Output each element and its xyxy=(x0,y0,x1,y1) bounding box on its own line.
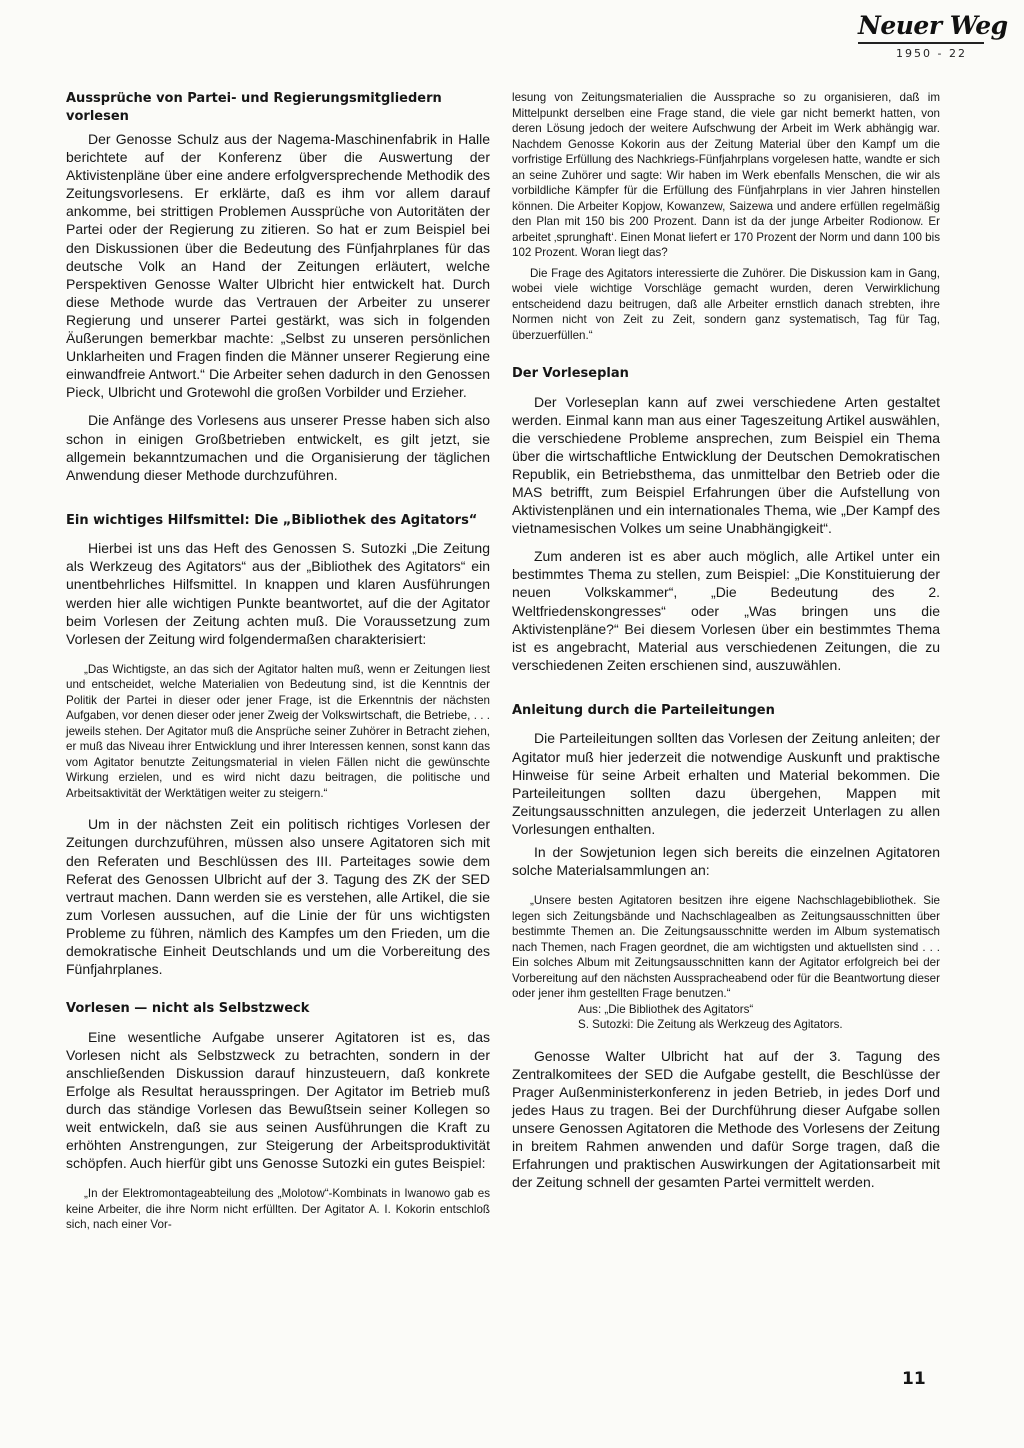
page-number: 11 xyxy=(902,1369,926,1389)
masthead-rule xyxy=(858,42,984,44)
section-heading-party-guidance: Anleitung durch die Parteileitungen xyxy=(512,702,775,718)
paragraph: Die Parteileitungen sollten das Vorlesen der Zeitung anleiten; der Agitator muß hier jederzeit die notwendige Auskunft und praktische Hinweise für seine Arbeit erhalten und Material bekommen. Die Parteileitungen sollten dazu übergehen, Mappen mit Zeitungsausschnitten anzulegen, die jederzeit Unterlagen zu allen Vorlesungen enthalten. xyxy=(512,730,940,837)
section-heading-not-end-in-itself: Vorlesen — nicht als Selbstzweck xyxy=(66,1001,310,1017)
block-quote-continued: Die Frage des Agitators interessierte die Zuhörer. Die Diskussion kam in Gang, wobei viele wichtige Vorschläge gemacht wurden, deren Verwirklichung entscheidend dazu beitrugen, daß alle Arbeiter ernstlich danach strebten, ihre Normen nicht von Zeit zu Zeit, sondern ganz systematisch, Tag für Tag, überzuerfüllen.“ xyxy=(512,266,940,342)
masthead xyxy=(858,10,1008,60)
paragraph: Eine wesentliche Aufgabe unserer Agitatoren ist es, das Vorlesen nicht als Selbstzweck zu betrachten, sondern in der anschließenden Diskussion darauf hinzusteuern, daß konkrete Erfolge als Resultat herausspringen. Der Agitator im Betrieb muß durch das ständige Vorlesen das Bewußtsein seiner Kollegen so weit entwickeln, daß sie aus seinen Ausführungen die Kraft zu erhöhten Anstrengungen, zur Steigerung der Arbeitsproduktivität schöpfen. Auch hierfür gibt uns Genosse Sutozki ein gutes Beispiel: xyxy=(66,1028,490,1172)
block-quote: „Unsere besten Agitatoren besitzen ihre eigene Nachschlagebibliothek. Sie legen sich Zeitungsbände und Nachschlagealben as Zeitungsausschnitten über bestimmte Themen an. Die Zeitungsausschnitte werden im Album systematisch nach Themen, nach Fragen geordnet, die am wichtigsten und aktuellsten sind . . . Ein solches Album mit Zeitungsausschnitten kann der Agitator erfolgreich bei der Vorbereitung auf den nächsten Ausspracheabend oder für die Beantwortung dieser oder jener ihm gestellten Frage benutzen.“ xyxy=(512,894,940,1001)
paragraph: Zum anderen ist es aber auch möglich, alle Artikel unter ein bestimmtes Thema zu stellen, zum Beispiel: „Die Konstituierung der neuen Volkskammer“, „Die Bedeutung des 2. Weltfriedenskongresses“ oder „Was bringen uns die Aktivistenpläne?“ Bei diesem Vorlesen über ein bestimmtes Thema ist es angebracht, Material aus verschiedenen Zeitungen, die zu verschiedenen Zeiten erschienen sind, auszuwählen. xyxy=(512,548,940,673)
left-column xyxy=(66,90,490,1233)
paragraph: Genosse Walter Ulbricht hat auf der 3. Tagung des Zentralkomitees der SED die Aufgabe gestellt, die Beschlüsse der Prager Außenministerkonferenz in jeden Betrieb, in jedes Dorf und jedes Haus zu tragen. Bei der Durchführung dieser Aufgabe sollen unsere Genossen Agitatoren die Methode des Vorlesens der Zeitung in breitem Rahmen anwenden und dafür Sorge tragen, daß die Erfahrungen und praktischen Auswirkungen der Agitationsarbeit mit der Zeitung schnell der gesamten Partei vermittelt werden. xyxy=(512,1047,940,1191)
quote-source-line: S. Sutozki: Die Zeitung als Werkzeug des Agitators. xyxy=(578,1018,843,1032)
paragraph: Hierbei ist uns das Heft des Genossen S. Sutozki „Die Zeitung als Werkzeug des Agitators“ aus der „Bibliothek des Agitators“ ein unentbehrliches Hilfsmittel. In knappen und klaren Ausführungen werden hier alle wichtigen Punkte beantwortet, auf die der Agitator beim Vorlesen der Zeitung achten muß. Die Voraussetzung zum Vorlesen der Zeitung wird folgendermaßen charakterisiert: xyxy=(66,540,490,647)
masthead-issue: 1950 - 22 xyxy=(896,47,967,60)
masthead-title: Neuer Weg xyxy=(858,11,1008,40)
paragraph: Der Genosse Schulz aus der Nagema-Maschinenfabrik in Halle berichtete auf der Konferenz über die Auswertung der Aktivistenpläne über eine andere erfolgversprechende Methodik des Zeitungsvorlesens. Er erklärte, daß es ihm vor allem darauf ankomme, bei strittigen Problemen Aussprüche von Autoritäten der Partei oder der Regierung zu zitieren. So hat er zum Beispiel bei den Diskussionen über die Bedeutung des Fünfjahrplanes für das deutsche Volk an Hand der Zeitungen erläutert, welche Perspektiven Genosse Walter Ulbricht hier entwickelt hat. Durch diese Methode wurde das Vertrauen der Arbeiter zu unserer Regierung und unserer Partei gestärkt, was sich in folgenden Äußerungen bemerkbar machte: „Selbst zu unseren persönlichen Unklarheiten und Fragen finden die Männer unserer Regierung eine einwandfreie Antwort.“ Die Arbeiter sehen dadurch in den Genossen Pieck, Ulbricht und Grotewohl die großen Vorbilder und Erzieher. xyxy=(66,131,490,401)
paragraph: Die Anfänge des Vorlesens aus unserer Presse haben sich also schon in einigen Großbetrieben entwickelt, es gilt jetzt, sie allgemein bekanntzumachen und die Organisierung der täglichen Anwendung dieser Methode durchzuführen. xyxy=(66,412,490,483)
block-quote-continued: lesung von Zeitungsmaterialien die Aussprache so zu organisieren, daß im Mittelpunkt derselben eine Frage stand, die viele gar nicht bemerkt hatten, von deren Lösung jedoch der weitere Aufschwung der Arbeit im Werk abhängig war. Nachdem Genosse Kokorin aus der Zeitung Material über den Kampf um die vorfristige Erfüllung des Nachkriegs-Fünfjahrplans vorgelesen hatte, wandte er sich an seine Zuhörer und sagte: Wir haben im Werk ebenfalls Menschen, die wir als vorbildliche Kämpfer für die Erfüllung des Fünfjahrplans in vier Jahren hinstellen können. Die Arbeiter Kopjow, Kowanzew, Saizewa und andere erfüllen regelmäßig den Plan mit 150 bis 200 Prozent. Dann ist da der junge Arbeiter Rodionow. Er arbeitet ‚sprunghaft‘. Einen Monat liefert er 170 Prozent der Norm und dann 100 bis 102 Prozent. Woran liegt das? xyxy=(512,91,940,259)
section-heading-reading-plan: Der Vorleseplan xyxy=(512,366,629,381)
paragraph: Um in der nächsten Zeit ein politisch richtiges Vorlesen der Zeitungen durchzuführen, müssen also unsere Agitatoren sich mit den Referaten und Beschlüssen des III. Parteitages sowie dem Referat des Genossen Ulbricht auf der 3. Tagung des ZK der SED vertraut machen. Dann werden sie es verstehen, alle Artikel, die sie zum Vorlesen aussuchen, auf die Linie der für uns wichtigsten Probleme zu führen, nämlich des Kampfes um den Frieden, um die demokratische Einheit Deutschlands und um die Vorbereitung des Fünfjahrplanes. xyxy=(66,816,490,978)
paragraph: Der Vorleseplan kann auf zwei verschiedene Arten gestaltet werden. Einmal kann man aus einer Tageszeitung Artikel auswählen, die verschiedene Probleme ansprechen, zum Beispiel ein Thema über die wirtschaftliche Entwicklung der Deutschen Demokratischen Republik, ein Betriebsthema, das unmittelbar den Betrieb oder die MAS betrifft, zum Beispiel Erfahrungen über die Aufstellung von Aktivistenplänen und ein internationales Thema, wie „Der Kampf des vietnamesischen Volkes um seine Unabhängigkeit“. xyxy=(512,393,940,537)
block-quote: „Das Wichtigste, an das sich der Agitator halten muß, wenn er Zeitungen liest und entscheidet, welche Materialien von Bedeutung sind, ist die Kenntnis der Politik der Partei in dieser oder jener Frage, ist die Erkenntnis der nächsten Aufgaben, vor denen dieser oder jener Zweig der Volkswirtschaft, die Betriebe, . . . jeweils stehen. Der Agitator muß die Ansprüche seiner Zuhörer in Betracht ziehen, er muß das Niveau ihrer Entwicklung und ihrer Interessen kennen, sonst kann das vom Agitator benutzte Zeitungsmaterial in vielen Fällen nicht die gewünschte Wirkung erzielen, und es wird nicht dazu beitragen, die politische und Arbeitsaktivität der Werktätigen weiter zu steigern.“ xyxy=(66,662,490,800)
quote-source-line: Aus: „Die Bibliothek des Agitators“ xyxy=(578,1002,754,1016)
quote-source xyxy=(512,1002,940,1033)
section-heading-library: Ein wichtiges Hilfsmittel: Die „Bibliothek des Agitators“ xyxy=(66,512,478,528)
block-quote: „In der Elektromontageabteilung des „Molotow“-Kombinats in Iwanowo gab es keine Arbeiter, die ihre Norm nicht erfüllten. Der Agitator A. I. Kokorin entschloß sich, nach einer Vor- xyxy=(66,1187,490,1232)
right-column xyxy=(512,90,940,1191)
section-heading-quotes: Aussprüche von Partei- und Regierungsmitgliedern vorlesen xyxy=(66,91,442,124)
paragraph: In der Sowjetunion legen sich bereits die einzelnen Agitatoren solche Materialsammlungen an: xyxy=(512,843,940,879)
